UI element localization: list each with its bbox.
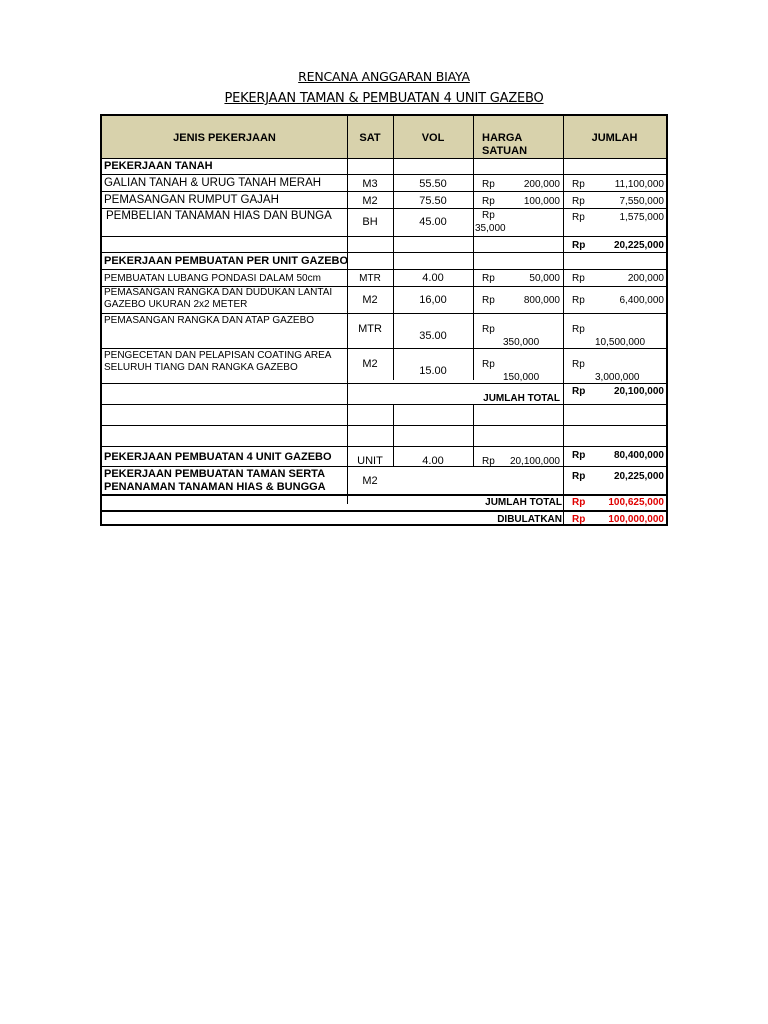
header-satuan: SATUAN: [482, 145, 528, 157]
jumlah-total-label: JUMLAH TOTAL: [483, 393, 560, 404]
col-divider: [473, 404, 474, 466]
document-title: RENCANA ANGGARAN BIAYA: [298, 69, 470, 84]
section-heading-tanah: PEKERJAAN TANAH: [104, 160, 213, 172]
header-jenis: JENIS PEKERJAAN: [173, 132, 276, 144]
document-subtitle: PEKERJAAN TAMAN & PEMBUATAN 4 UNIT GAZEBO: [224, 91, 544, 106]
grand-total-label: JUMLAH TOTAL: [485, 497, 562, 508]
col-divider: [473, 116, 474, 380]
rounded-value: 100,000,000: [608, 514, 664, 525]
header-harga: HARGA: [482, 132, 523, 144]
section-heading-gazebo: PEKERJAAN PEMBUATAN PER UNIT GAZEBO: [104, 255, 349, 267]
header-jumlah: JUMLAH: [591, 132, 638, 144]
header-vol: VOL: [421, 132, 445, 144]
rounded-label: DIBULATKAN: [497, 514, 562, 525]
col-divider: [563, 116, 564, 526]
budget-table: JENIS PEKERJAAN SAT VOL HARGA SATUAN JUMLAH PEKERJAAN TANAH GALIAN TANAH & URUG TANAH MERAH M3 55.50 Rp 200,000 Rp 11,100,000 PEMASANGAN RUMPUT GAJAH M2 75.50 Rp 100,000 Rp 7,550,000 PEMBELIAN TANAMAN HIAS DAN BUNGA BH 45.00 Rp 35,000 Rp 1,575,000 Rp 20,225,000 PEKERJAAN PEMBUATAN PER UNIT GAZEBO PEMBUATAN LUBANG PONDASI DALAM 50cm MTR 4.00 Rp 50,000 Rp 200,000 PEMASANGAN RANGKA DAN DUDUKAN LANTAI GAZEBO UKURAN 2x2 METER M2 16,00 Rp 800,000 Rp 6,400,000 PEMASANGAN RANGKA DAN ATAP GAZEBO MTR 35.00 Rp 350,000 Rp 10,500,000 PENGECETAN DAN PELAPISAN COATING AREA SELURUH TIANG DAN RANGKA GAZEBO M2 15.00 Rp 150,000 Rp 3,000,000 JUMLAH TOTAL Rp 20,100,000 PEKERJAAN PEMBUATAN 4 UNIT GAZEBO UNIT 4.00 Rp 20,100,000 Rp 80,400,000 PEKERJAAN PEMBUATAN TAMAN SERTA PENANAMAN TANAMAN HIAS & BUNGGA M2 Rp 20,225,000 JUMLAH TOTAL Rp 100,625,000 DIBULATKAN Rp 100,000,000: [100, 114, 668, 526]
grand-total-value: 100,625,000: [608, 497, 664, 508]
header-sat: SAT: [359, 132, 381, 144]
